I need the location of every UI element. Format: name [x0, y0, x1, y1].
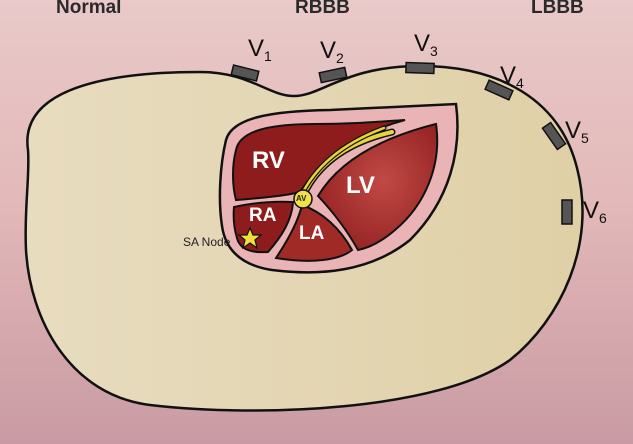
label-sa-node: SA Node — [183, 235, 231, 249]
label-lbbb: LBBB — [531, 0, 584, 18]
label-rbbb: RBBB — [295, 0, 350, 18]
label-la: LA — [299, 223, 325, 244]
label-normal: Normal — [56, 0, 122, 18]
label-ra: RA — [249, 205, 277, 226]
electrode-v6 — [562, 200, 572, 224]
label-rv: RV — [252, 147, 285, 174]
label-lv: LV — [346, 172, 375, 199]
label-av: AV — [296, 194, 307, 203]
lead-label-v5: $V_5$ — [565, 117, 589, 146]
electrode-v3 — [406, 63, 434, 74]
lead-label-v2: $V_2$ — [320, 37, 344, 66]
lead-label-v1: $V_1$ — [248, 35, 272, 64]
lead-label-v4: $V_4$ — [500, 62, 524, 91]
lead-label-v6: $V_6$ — [583, 197, 607, 226]
lead-label-v3: $V_3$ — [414, 30, 438, 59]
